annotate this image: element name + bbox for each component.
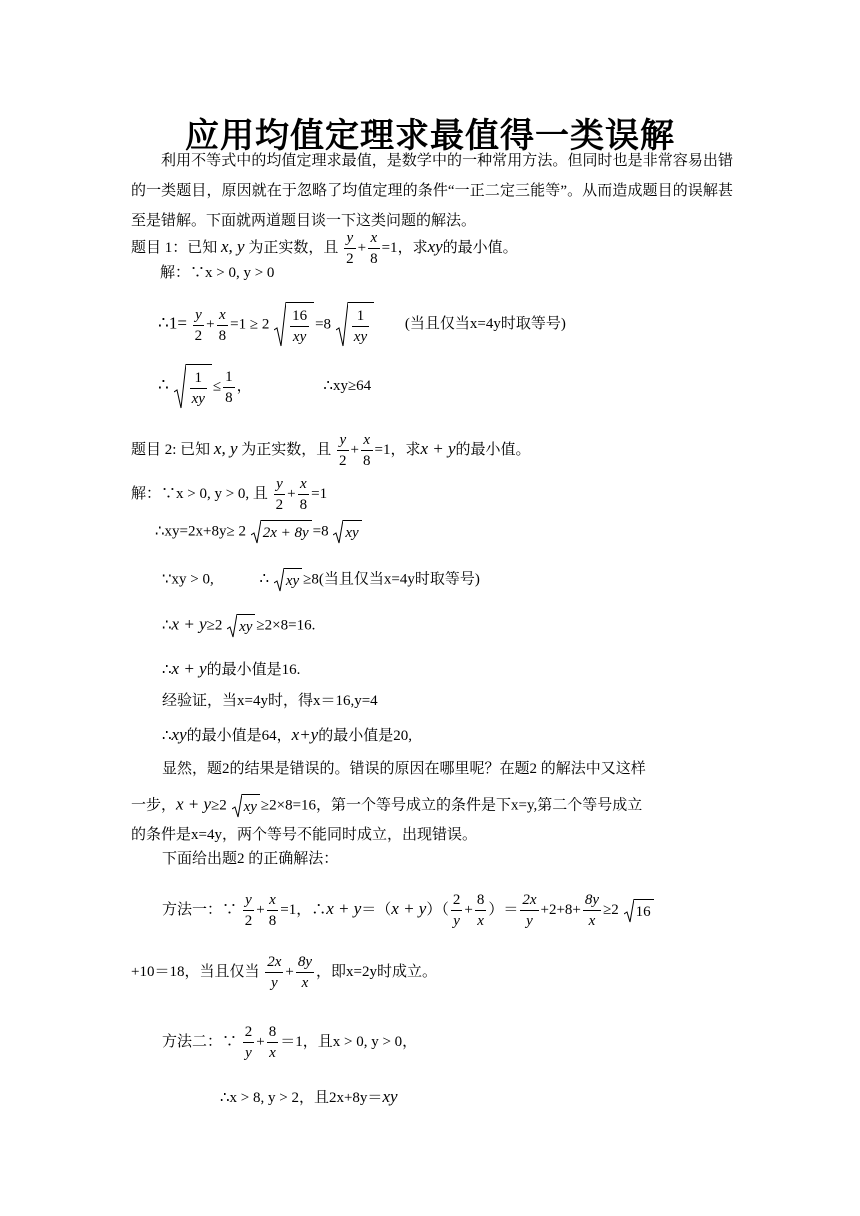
p1-eq: =1 (381, 239, 398, 256)
problem-2-statement: 题目 2: 已知 x, y 为正实数，且 $\frac{y}{2}$ + $\frac{x}{8}$ =1，求x + y的最小值。 (131, 432, 531, 469)
p2-step-4: ∴x + y的最小值是16. (162, 659, 301, 678)
p1-result: ∴xy≥64 (323, 378, 372, 395)
p2-verify: 经验证，当x=4y时，得x＝16,y=4 (162, 693, 378, 709)
method-2-line-1: 方法二：∵ $\frac{2}{y}$ + $\frac{8}{x}$ ＝1，且x > 0, y > 0， (162, 1024, 418, 1061)
page-title: 应用均值定理求最值得一类误解 (185, 118, 675, 155)
analysis-line-1: 显然，题2的结果是错误的。错误的原因在哪里呢？在题2 的解法中又这样 (162, 761, 646, 777)
method-1-line-2: +10＝18，当且仅当 $\frac{2x}{y}$ + $\frac{8y}{x}$ ，即x=2y时成立。 (131, 954, 437, 991)
p1-solution-start: 解：∵x > 0, y > 0 (160, 265, 275, 281)
intro-paragraph: 利用不等式中的均值定理求最值，是数学中的一种常用方法。但同时也是非常容易出错的一类题目，原因就在于忽略了均值定理的条件“一正二定三能等”。从而造成题目的误解甚至是错解。下面就两道题目谈一下这类问题的解法。 (131, 153, 733, 229)
p1-equality-note: (当且仅当x=4y时取等号) (404, 316, 566, 333)
problem-1-statement: 题目 1：已知 x, y 为正实数，且 $\frac{y}{2}$ + $\frac{x}{8}$ =1，求xy的最小值。 (131, 230, 518, 267)
p2-step-3: ∴x + y≥2 xy ≥2×8=16. (162, 614, 315, 638)
p2-conclusion: ∴xy的最小值是64，x+y的最小值是20, (162, 725, 412, 744)
frac-x-8: $\frac{x}{8}$ (370, 230, 378, 267)
p1-mid: 为正实数，且 (248, 239, 339, 256)
p2-solution-start: 解：∵x > 0, y > 0, 且 $\frac{y}{2}$ + $\frac{x}{8}$ =1 (131, 476, 328, 513)
analysis-line-3: 的条件是x=4y，两个等号不能同时成立，出现错误。 (131, 827, 477, 843)
p2-step-2: ∵xy > 0, ∴ xy ≥8(当且仅当x=4y时取等号) (162, 568, 480, 592)
p1-step-1: ∴1= $\frac{y}{2}$ + $\frac{x}{8}$ =1 ≥ 2 $\frac{16}{xy}$ =8 $\frac{1}{xy}$ (当且仅当x=4y时取等号) (158, 302, 566, 348)
sqrt-16-over-xy: $\frac{16}{xy}$ (274, 302, 314, 348)
analysis-line-4: 下面给出题2 的正确解法： (162, 851, 339, 867)
p1-head: 题目 1：已知 (131, 239, 218, 256)
sqrt-1-over-xy: $\frac{1}{xy}$ (336, 302, 374, 348)
p1-vars: x, y (221, 236, 245, 256)
p2-step-1: ∴xy=2x+8y≥ 2 2x + 8y =8 xy (155, 520, 363, 544)
analysis-line-2: 一步，x + y≥2 xy ≥2×8=16，第一个等号成立的条件是下x=y,第二个等号成立 (131, 794, 642, 818)
frac-y-2: $\frac{y}{2}$ (346, 230, 354, 267)
p1-step-2: ∴ $\frac{1}{xy}$ ≤ $\frac{1}{8}$ ， ∴xy≥64 (158, 364, 371, 410)
method-1-line-1: 方法一：∵ $\frac{y}{2}$ + $\frac{x}{8}$ =1，∴x + y＝（x + y）（ $\frac{2}{y}$ + $\frac{8}{x}$ ）＝ $\frac{2x}{y}$ +2+8+ $\frac{8y}{x}$ ≥2 16 (162, 890, 655, 931)
p1-target: xy (427, 236, 443, 256)
method-2-line-2: ∴x > 8, y > 2，且2x+8y＝xy (220, 1087, 398, 1106)
